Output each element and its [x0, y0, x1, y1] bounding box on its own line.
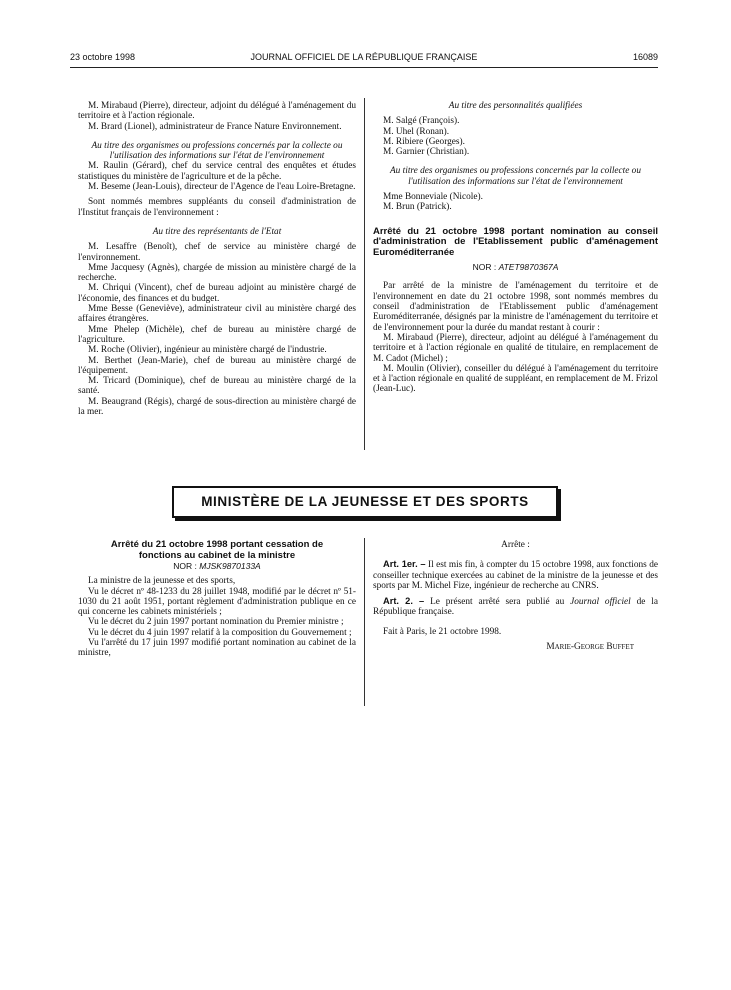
header-page-number: 16089: [632, 52, 658, 62]
page-header: [70, 52, 658, 66]
ministry-title: MINISTÈRE DE LA JEUNESSE ET DES SPORTS: [201, 494, 529, 509]
article-label: Art. 1er. –: [383, 559, 426, 570]
list-item: M. Brun (Patrick).: [383, 202, 452, 213]
left-column-top: [78, 101, 356, 417]
right-column-top: [373, 101, 658, 395]
article-text: Le présent arrêté sera publié au: [430, 597, 565, 608]
section-heading: Au titre des organismes ou professions concernés par la collecte ou l'utilisation des informations sur l'état de l'environnement: [91, 140, 343, 162]
list-item: M. Roche (Olivier), ingénieur au ministère chargé de l'industrie.: [88, 345, 327, 356]
paragraph: La ministre de la jeunesse et des sports,: [88, 576, 236, 587]
signature: Marie-George Buffet: [546, 642, 634, 653]
paragraph: Vu le décret nº 48-1233 du 28 juillet 1948, modifié par le décret nº 51-1030 du 21 août 1951, portant règlement d'administration publique en ce qui concerne les cabinets ministériels ;: [78, 586, 356, 618]
header-rule: [70, 67, 658, 68]
header-journal-title: JOURNAL OFFICIEL DE LA RÉPUBLIQUE FRANÇAISE: [250, 52, 478, 62]
paragraph: M. Moulin (Olivier), conseiller du délégué à l'aménagement du territoire et à l'action régionale en qualité de suppléant, en remplacement de M. Frizol (Jean-Luc).: [373, 363, 658, 395]
section-heading: Au titre des organismes ou professions concernés par la collecte ou l'utilisation des informations sur l'état de l'environnement: [390, 166, 641, 187]
paragraph: Vu l'arrêté du 17 juin 1997 modifié portant nomination au cabinet de la ministre,: [78, 638, 356, 659]
paragraph: Vu le décret du 4 juin 1997 relatif à la composition du Gouvernement ;: [88, 627, 352, 638]
article-2: [373, 596, 658, 618]
paragraph: M. Raulin (Gérard), chef du service central des enquêtes et études statistiques du ministère de l'agriculture et de la pêche.: [78, 161, 356, 182]
list-item: M. Salgé (François).: [383, 116, 460, 127]
nor-label: NOR :: [173, 561, 197, 571]
paragraph: M. Mirabaud (Pierre), directeur, adjoint au délégué à l'aménagement du territoire et à l'action régionale en qualité de titulaire, en remplacement de M. Cadot (Michel) ;: [373, 332, 658, 364]
list-item: M. Chriqui (Vincent), chef de bureau adjoint au ministère chargé de l'économie, des finances et du budget.: [78, 283, 356, 304]
nor-reference: [78, 561, 356, 571]
nor-code: MJSK9870133A: [199, 561, 261, 571]
article-label: Art. 2. –: [383, 596, 425, 607]
section-heading: Au titre des personnalités qualifiées: [448, 101, 583, 111]
right-column-bottom: [373, 540, 658, 652]
left-column-bottom: [78, 540, 356, 659]
column-divider: [364, 98, 365, 450]
list-item: M. Uhel (Ronan).: [383, 126, 450, 137]
paragraph: M. Beseme (Jean-Louis), directeur de l'Agence de l'eau Loire-Bretagne.: [88, 182, 356, 193]
article-1: [373, 559, 658, 591]
journal-name: Journal officiel: [570, 597, 631, 608]
article-text: Il est mis fin, à compter du 15 octobre 1998, aux fonctions de conseiller technique exercées au cabinet de la ministre de la jeunesse et des sports par M. Michel Fize, ingénieur de recherche au CNRS.: [373, 560, 658, 591]
list-item: Mme Bonneviale (Nicole).: [383, 192, 483, 203]
list-item: M. Tricard (Dominique), chef de bureau au ministère chargé de la santé.: [78, 376, 356, 397]
arrete-label: Arrête :: [501, 540, 530, 550]
article-text: de la République française.: [373, 597, 658, 618]
list-item: Mme Jacquesy (Agnès), chargée de mission au ministère chargé de la recherche.: [78, 262, 356, 284]
done-at: Fait à Paris, le 21 octobre 1998.: [383, 626, 502, 637]
list-item: M. Ribiere (Georges).: [383, 136, 465, 147]
list-item: Mme Phelep (Michèle), chef de bureau au ministère chargé de l'agriculture.: [78, 324, 356, 345]
arrete-title: Arrêté du 21 octobre 1998 portant nomination au conseil d'administration de l'Etablissement public d'aménagement Euroméditerranée: [373, 225, 658, 258]
list-item: M. Lesaffre (Benoît), chef de service au ministère chargé de l'environnement.: [78, 242, 356, 263]
arrete-title: Arrêté du 21 octobre 1998 portant cessation de fonctions au cabinet de la ministre: [110, 539, 324, 561]
column-divider: [364, 538, 365, 706]
paragraph: M. Mirabaud (Pierre), directeur, adjoint du délégué à l'aménagement du territoire et à l'action régionale.: [78, 101, 356, 122]
paragraph: M. Brard (Lionel), administrateur de France Nature Environnement.: [88, 121, 342, 132]
header-date: 23 octobre 1998: [70, 52, 136, 62]
nor-code: ATET9870367A: [498, 262, 559, 273]
paragraph: Par arrêté de la ministre de l'aménagement du territoire et de l'environnement en date du 21 octobre 1998, sont nommés membres du conseil d'administration de l'Etablissement public d'aménagement Euroméditerranée, désignés par la ministre de l'aménagement du territoire et de l'environnement pour la durée du mandat restant à courir :: [373, 281, 658, 333]
nor-label: NOR :: [472, 262, 497, 273]
paragraph: Vu le décret du 2 juin 1997 portant nomination du Premier ministre ;: [88, 617, 344, 628]
nor-reference: [373, 262, 658, 272]
list-item: M. Beaugrand (Régis), chargé de sous-direction au ministère chargé de la mer.: [78, 396, 356, 418]
paragraph: Sont nommés membres suppléants du conseil d'administration de l'Institut français de l'environnement :: [78, 197, 356, 218]
list-item: Mme Besse (Geneviève), administrateur civil au ministère chargé des affaires étrangères.: [78, 304, 356, 325]
section-heading: Au titre des représentants de l'Etat: [152, 226, 282, 237]
ministry-heading-box: [172, 486, 558, 518]
list-item: M. Garnier (Christian).: [383, 147, 470, 158]
list-item: M. Berthet (Jean-Marie), chef de bureau au ministère chargé de l'équipement.: [78, 355, 356, 376]
